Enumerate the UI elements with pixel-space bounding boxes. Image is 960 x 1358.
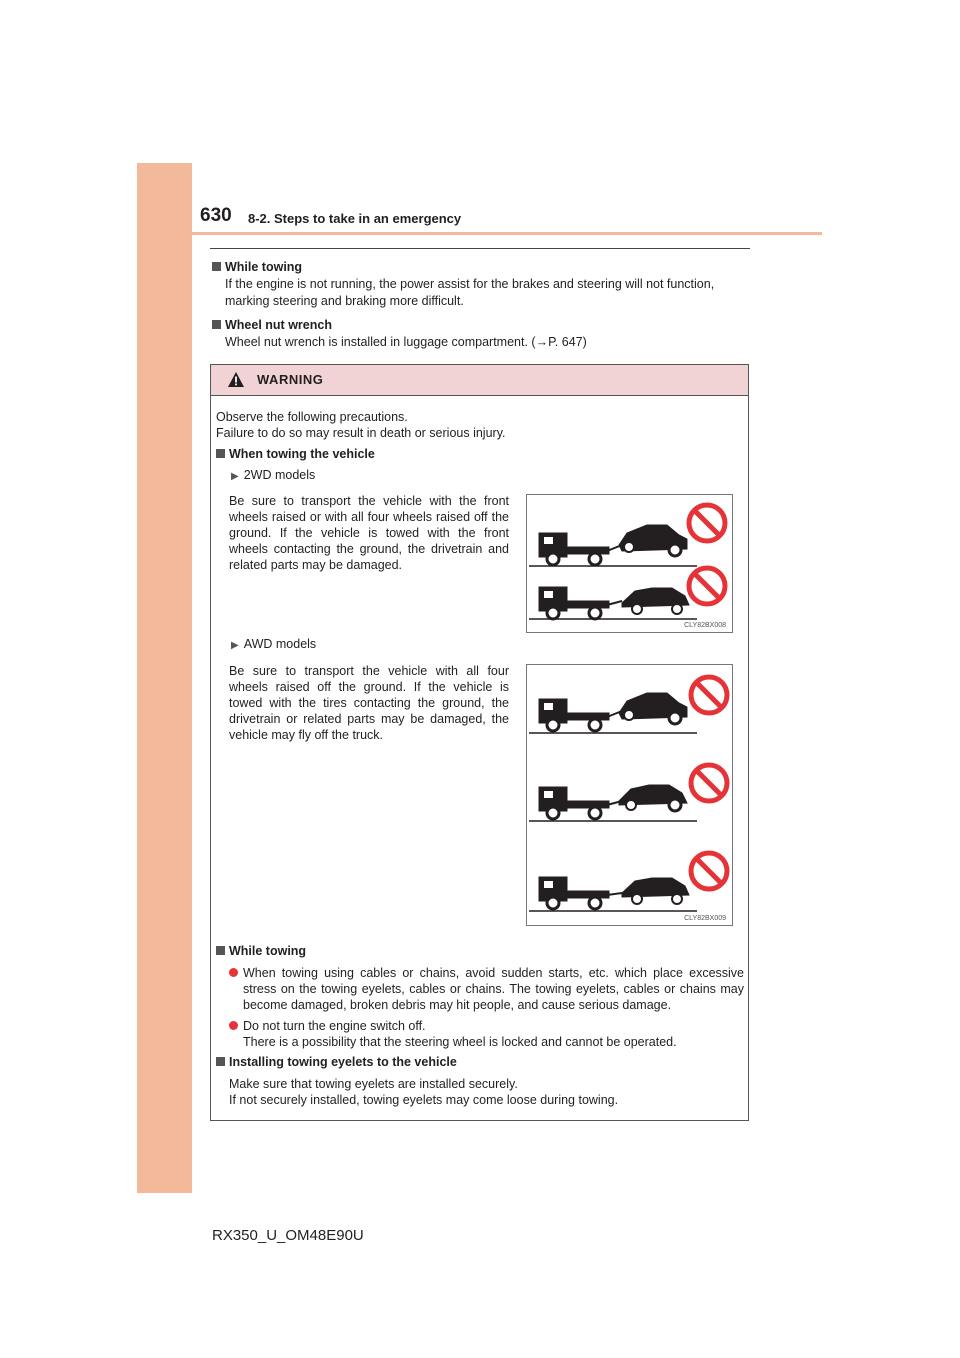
2wd-towing-figure	[526, 494, 733, 633]
red-dot-bullet-icon	[229, 1021, 238, 1030]
warning-intro-1: Observe the following precautions.	[216, 410, 408, 424]
note-while-towing	[212, 259, 747, 310]
awd-label	[231, 636, 316, 654]
eyelets-heading-text: Installing towing eyelets to the vehicle	[229, 1055, 457, 1069]
square-bullet-icon	[212, 262, 221, 271]
figure-code: CLY82BX009	[684, 915, 726, 922]
red-dot-bullet-icon	[229, 968, 238, 977]
eyelets-line-1: Make sure that towing eyelets are installed securely.	[229, 1077, 518, 1091]
prohibition-sign-1	[689, 505, 725, 541]
while-towing-heading-text: While towing	[229, 944, 307, 958]
towing-heading-text: When towing the vehicle	[229, 447, 375, 461]
awd-towing-figure	[526, 664, 733, 926]
bullet-2-line-1: Do not turn the engine switch off.	[243, 1019, 426, 1033]
towing-bullet-1	[229, 965, 744, 1013]
note-heading: While towing	[225, 260, 303, 274]
note-heading: Wheel nut wrench	[225, 318, 332, 332]
eyelets-line-2: If not securely installed, towing eyelets may come loose during towing.	[229, 1093, 619, 1107]
bullet-1-text: When towing using cables or chains, avoid sudden starts, etc. which place excessive stress on the towing eyelets, cables or chains. The towing eyelets, cables or chains may become damaged, broken debris may hit people, and cause serious damage.	[243, 966, 744, 1012]
prohibition-sign-2	[689, 568, 725, 604]
triangle-bullet-icon: ▶	[231, 640, 239, 651]
figure-code: CLY82BX008	[684, 622, 726, 629]
prohibition-sign-1	[691, 677, 727, 713]
awd-label-text: AWD models	[243, 637, 317, 651]
prohibition-sign-3	[691, 853, 727, 889]
awd-text: Be sure to transport the vehicle with all four wheels raised off the ground. If the vehicle is towed with the tires contacting the ground, the drivetrain or related parts may be damaged, the vehicle may fly off the truck.	[229, 664, 509, 742]
note-body: Wheel nut wrench is installed in luggage compartment. (→P. 647)	[225, 335, 587, 349]
warning-box	[210, 364, 749, 1121]
tow-truck-1	[529, 693, 697, 733]
tow-truck-all-raised	[529, 587, 697, 619]
while-towing-heading	[216, 943, 306, 959]
square-bullet-icon	[212, 320, 221, 329]
warning-header	[211, 365, 748, 396]
awd-towing-illustration	[527, 665, 732, 925]
tow-truck-2	[529, 785, 697, 821]
eyelets-heading	[216, 1054, 457, 1070]
divider	[210, 248, 750, 249]
warning-triangle-icon	[228, 372, 244, 387]
towing-heading	[216, 446, 375, 462]
page-number: 630	[200, 205, 232, 226]
square-bullet-icon	[216, 946, 225, 955]
chapter-sidebar-tab	[137, 163, 192, 1193]
warning-intro-2: Failure to do so may result in death or serious injury.	[216, 426, 506, 440]
tow-truck-front-raised	[529, 525, 697, 566]
note-wheel-nut-wrench	[212, 317, 747, 351]
2wd-towing-illustration	[527, 495, 732, 632]
manual-code: RX350_U_OM48E90U	[212, 1227, 364, 1244]
square-bullet-icon	[216, 1057, 225, 1066]
warning-title: WARNING	[257, 372, 324, 387]
tow-truck-3	[529, 877, 697, 911]
2wd-label	[231, 467, 315, 485]
note-body: If the engine is not running, the power assist for the brakes and steering will not function, marking steering and braking more difficult.	[225, 277, 715, 308]
prohibition-sign-2	[691, 765, 727, 801]
square-bullet-icon	[216, 449, 225, 458]
2wd-label-text: 2WD models	[243, 468, 316, 482]
2wd-text: Be sure to transport the vehicle with the front wheels raised or with all four wheels raised off the ground. If the vehicle is towed with the front wheels contacting the ground, the drivetrain and related parts may be damaged.	[229, 494, 509, 572]
bullet-2-line-2: There is a possibility that the steering wheel is locked and cannot be operated.	[243, 1035, 677, 1049]
triangle-bullet-icon: ▶	[231, 471, 239, 482]
towing-bullet-2	[229, 1018, 744, 1050]
header-rule	[192, 232, 822, 235]
section-title: 8-2. Steps to take in an emergency	[248, 211, 462, 226]
